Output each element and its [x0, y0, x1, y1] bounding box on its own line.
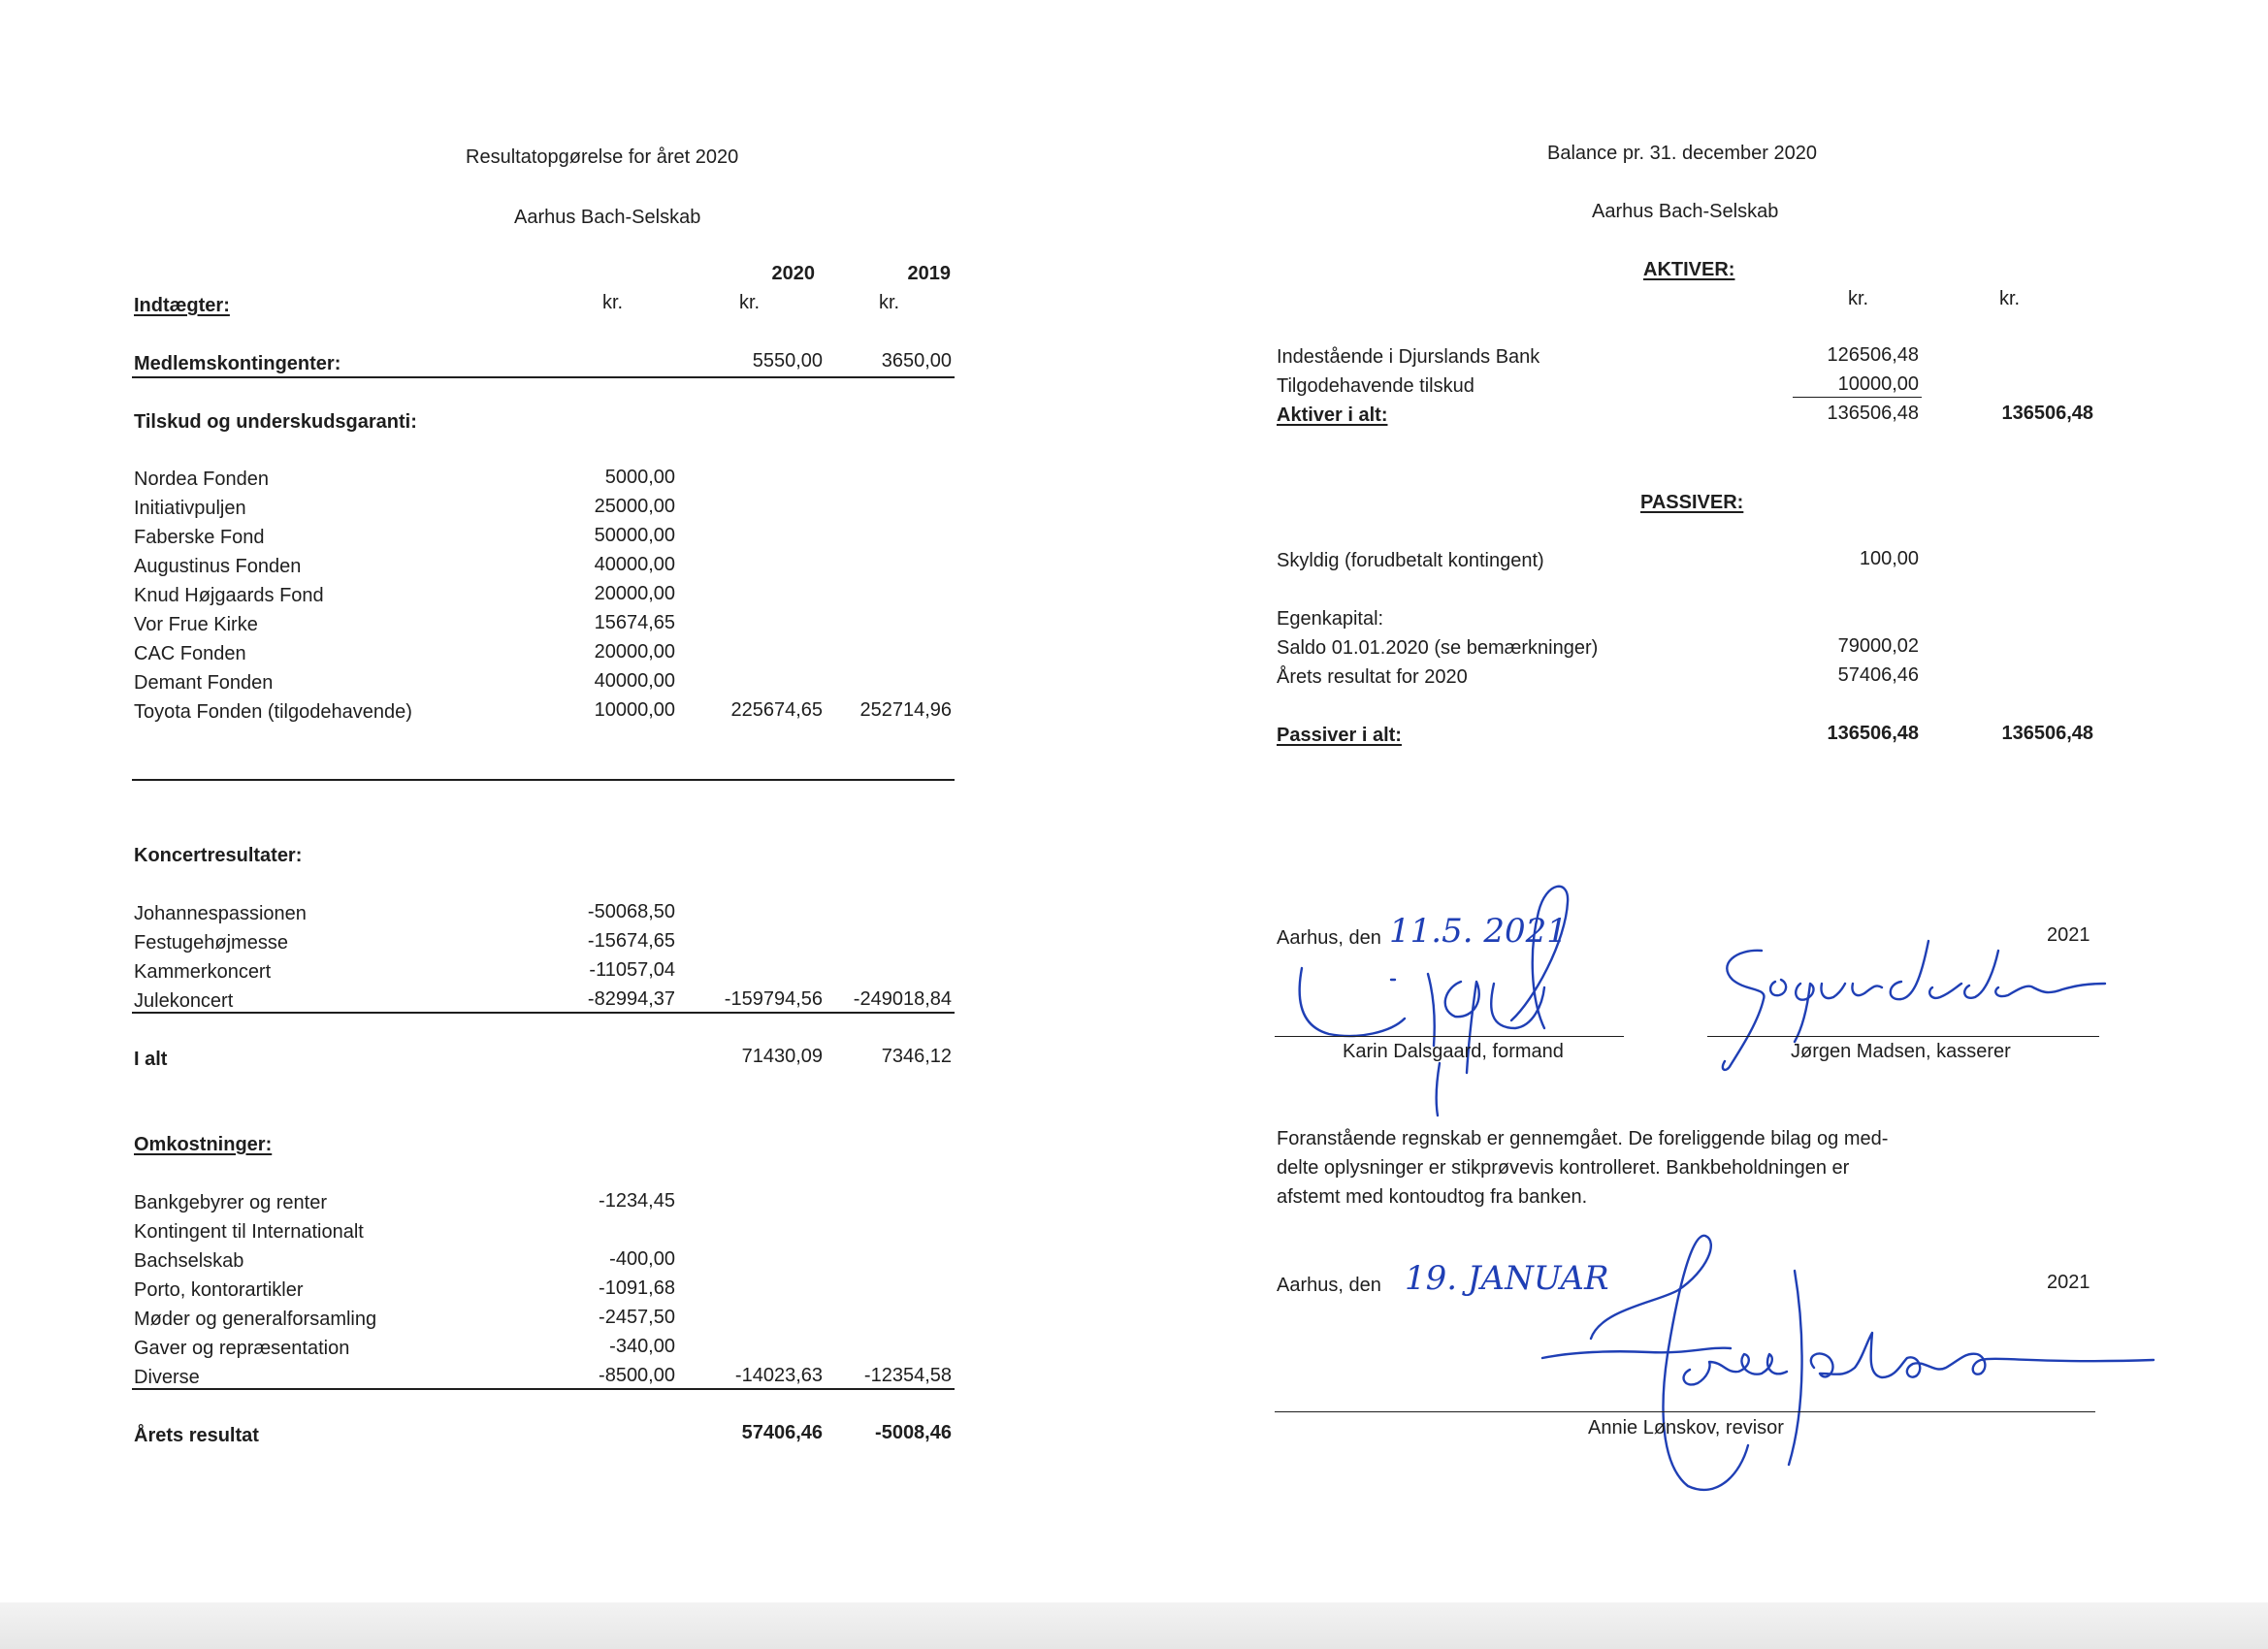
concerts-total-previous: -249018,84 [853, 988, 952, 1010]
asset-amount: 10000,00 [1837, 373, 1919, 395]
grant-label: Augustinus Fonden [134, 556, 302, 577]
grant-amount: 15674,65 [594, 612, 675, 633]
auditor-name: Annie Lønskov, revisor [1588, 1417, 1784, 1439]
result-previous: -5008,46 [875, 1422, 952, 1443]
equity-heading: Egenkapital: [1277, 608, 1384, 630]
treasurer-name: Jørgen Madsen, kasserer [1791, 1041, 2011, 1062]
grant-label: Initiativpuljen [134, 498, 246, 519]
balance-title: Balance pr. 31. december 2020 [1547, 143, 1817, 164]
grant-label: Toyota Fonden (tilgodehavende) [134, 701, 412, 723]
scan-edge [0, 1602, 2268, 1649]
income-title: Resultatopgørelse for året 2020 [466, 146, 739, 168]
equity-label: Årets resultat for 2020 [1277, 666, 1468, 688]
grant-label: Demant Fonden [134, 672, 274, 694]
chairman-name: Karin Dalsgaard, formand [1343, 1041, 1564, 1062]
membership-current: 5550,00 [752, 350, 823, 372]
year-current-header: 2020 [771, 263, 815, 284]
cost-label: Bachselskab [134, 1250, 244, 1272]
cost-amount: -2457,50 [599, 1307, 675, 1328]
chairman-signature-line [1275, 1036, 1624, 1037]
grant-label: CAC Fonden [134, 643, 246, 664]
cost-amount: -1091,68 [599, 1277, 675, 1299]
costs-heading: Omkostninger: [134, 1134, 273, 1155]
concert-label: Kammerkoncert [134, 961, 272, 983]
grant-label: Nordea Fonden [134, 469, 269, 490]
asset-label: Tilgodehavende tilskud [1277, 375, 1474, 397]
grant-label: Faberske Fond [134, 527, 265, 548]
grant-amount: 50000,00 [594, 525, 675, 546]
income-org: Aarhus Bach-Selskab [514, 207, 701, 228]
rule-grants [132, 779, 955, 781]
audit-statement-line: delte oplysninger er stikprøvevis kontrolleret. Bankbeholdningen er [1277, 1157, 1850, 1179]
handwritten-date-1: 11.5. 2021 [1389, 912, 1568, 951]
audit-statement-line: afstemt med kontoudtog fra banken. [1277, 1186, 1588, 1208]
result-current: 57406,46 [741, 1422, 823, 1443]
kr-label-previous: kr. [879, 292, 900, 313]
liabilities-total-amount: 136506,48 [1827, 723, 1919, 744]
kr-label-amount: kr. [602, 292, 624, 313]
equity-label: Saldo 01.01.2020 (se bemærkninger) [1277, 637, 1599, 659]
auditor-signature-icon [1533, 1232, 2154, 1494]
kr-label-balance-2: kr. [1999, 288, 2021, 309]
cost-label: Bankgebyrer og renter [134, 1192, 328, 1213]
grants-heading: Tilskud og underskudsgaranti: [134, 411, 417, 433]
equity-amount: 57406,46 [1837, 664, 1919, 686]
cost-label: Porto, kontorartikler [134, 1279, 304, 1301]
cost-label: Gaver og repræsentation [134, 1338, 350, 1359]
debt-label: Skyldig (forudbetalt kontingent) [1277, 550, 1544, 571]
auditor-signature-line [1275, 1411, 2095, 1412]
liabilities-total-label: Passiver i alt: [1277, 725, 1402, 746]
concert-amount: -82994,37 [587, 988, 675, 1010]
subtotal-previous: 7346,12 [881, 1046, 952, 1067]
liabilities-total-sum: 136506,48 [2001, 723, 2093, 744]
grant-label: Knud Højgaards Fond [134, 585, 324, 606]
rule-concerts [132, 1012, 955, 1014]
rule-assets [1793, 397, 1922, 398]
cost-label: Diverse [134, 1367, 200, 1388]
grant-amount: 40000,00 [594, 670, 675, 692]
year-2: 2021 [2047, 1272, 2090, 1293]
cost-amount: -8500,00 [599, 1365, 675, 1386]
concerts-total-current: -159794,56 [724, 988, 823, 1010]
subtotal-current: 71430,09 [741, 1046, 823, 1067]
place-date-label-2: Aarhus, den [1277, 1275, 1381, 1296]
asset-amount: 126506,48 [1827, 344, 1919, 366]
grant-amount: 40000,00 [594, 554, 675, 575]
assets-total-sum: 136506,48 [2001, 403, 2093, 424]
asset-label: Indestående i Djurslands Bank [1277, 346, 1540, 368]
concert-label: Johannespassionen [134, 903, 307, 924]
concert-amount: -11057,04 [589, 959, 675, 981]
cost-amount: -340,00 [609, 1336, 675, 1357]
grant-amount: 5000,00 [604, 467, 675, 488]
assets-total-label: Aktiver i alt: [1277, 404, 1388, 426]
debt-amount: 100,00 [1859, 548, 1919, 569]
year-previous-header: 2019 [907, 263, 951, 284]
membership-previous: 3650,00 [881, 350, 952, 372]
concert-label: Julekoncert [134, 990, 234, 1012]
place-date-label-1: Aarhus, den [1277, 927, 1381, 949]
chairman-signature-icon [1290, 873, 1610, 1106]
concert-label: Festugehøjmesse [134, 932, 288, 954]
costs-total-current: -14023,63 [734, 1365, 823, 1386]
grant-amount: 20000,00 [594, 583, 675, 604]
grants-total-current: 225674,65 [730, 699, 823, 721]
cost-label: Kontingent til Internationalt [134, 1221, 364, 1243]
membership-label: Medlemskontingenter: [134, 353, 341, 374]
subtotal-label: I alt [134, 1049, 168, 1070]
cost-amount: -1234,45 [599, 1190, 675, 1212]
result-label: Årets resultat [134, 1425, 259, 1446]
handwritten-date-2: 19. JANUAR [1405, 1259, 1609, 1298]
cost-amount: -400,00 [609, 1248, 675, 1270]
year-1: 2021 [2047, 924, 2090, 946]
assets-total-amount: 136506,48 [1827, 403, 1919, 424]
costs-total-previous: -12354,58 [863, 1365, 952, 1386]
income-heading: Indtægter: [134, 295, 230, 316]
audit-statement-line: Foranstående regnskab er gennemgået. De foreliggende bilag og med- [1277, 1128, 1889, 1149]
grant-amount: 25000,00 [594, 496, 675, 517]
liabilities-heading: PASSIVER: [1640, 492, 1744, 513]
balance-org: Aarhus Bach-Selskab [1592, 201, 1779, 222]
treasurer-signature-line [1707, 1036, 2099, 1037]
assets-heading: AKTIVER: [1643, 259, 1735, 280]
concerts-heading: Koncertresultater: [134, 845, 303, 866]
equity-amount: 79000,02 [1837, 635, 1919, 657]
concert-amount: -15674,65 [587, 930, 675, 952]
rule-membership [132, 376, 955, 378]
kr-label-current: kr. [739, 292, 761, 313]
rule-costs [132, 1388, 955, 1390]
grant-amount: 10000,00 [594, 699, 675, 721]
concert-amount: -50068,50 [587, 901, 675, 922]
cost-label: Møder og generalforsamling [134, 1309, 377, 1330]
grants-total-previous: 252714,96 [859, 699, 952, 721]
grant-amount: 20000,00 [594, 641, 675, 663]
kr-label-balance-1: kr. [1848, 288, 1869, 309]
grant-label: Vor Frue Kirke [134, 614, 258, 635]
